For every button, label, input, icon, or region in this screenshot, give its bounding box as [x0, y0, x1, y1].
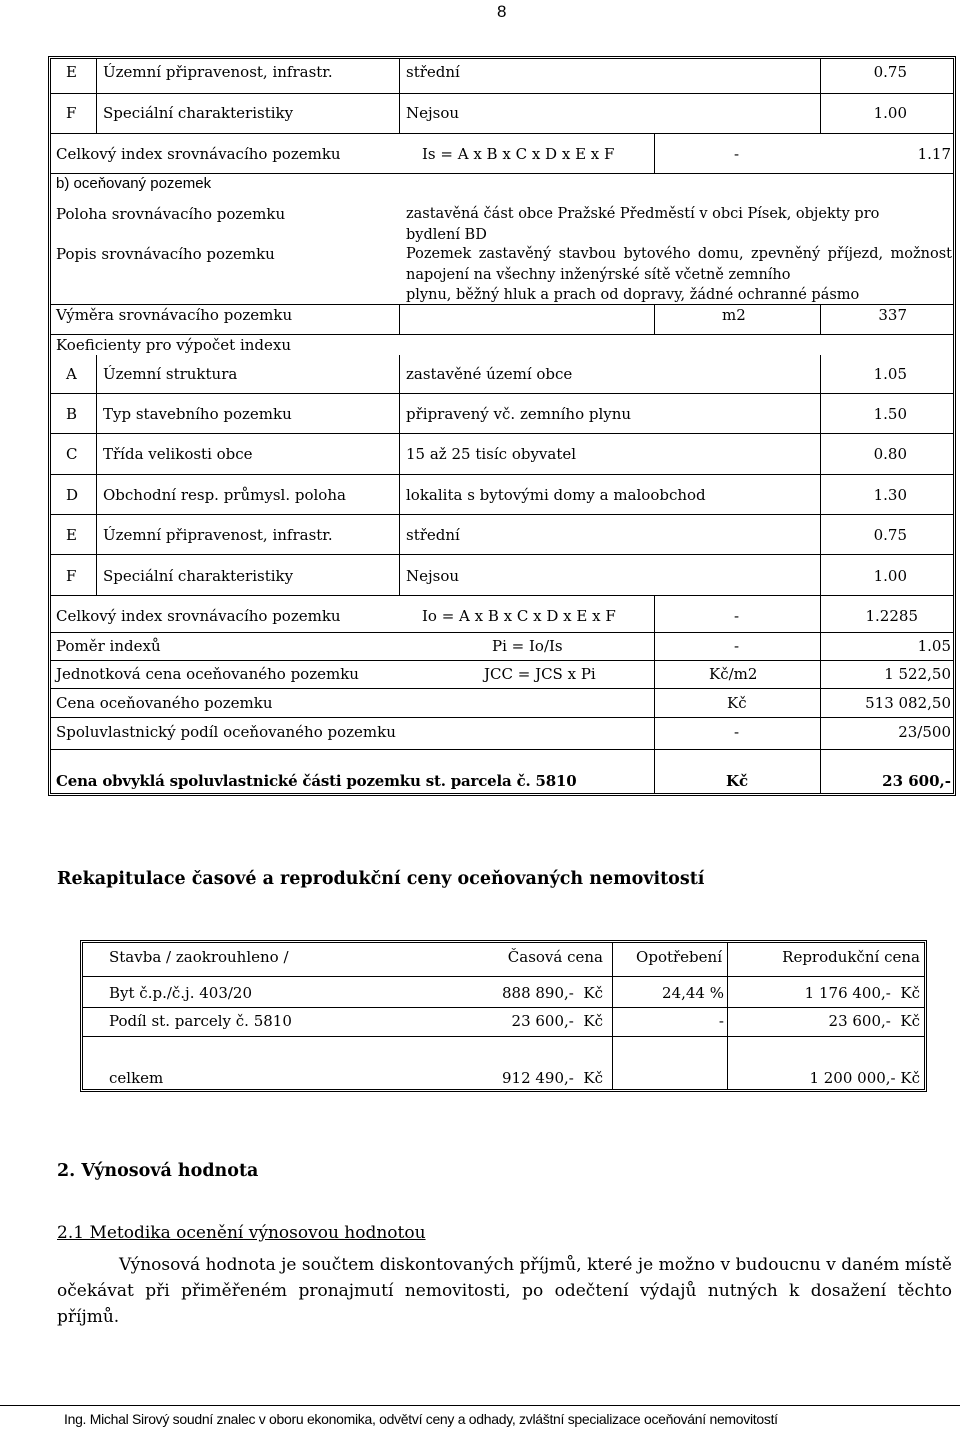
recap-header-time-price: Časová cena — [507, 948, 603, 966]
col-divider — [96, 355, 97, 595]
row-letter: E — [66, 63, 77, 81]
coef-desc: zastavěné území obce — [406, 365, 573, 383]
col-divider — [727, 943, 728, 1089]
recap-heading: Rekapitulace časové a reprodukční ceny oceňovaných nemovitostí — [57, 869, 705, 889]
coef-letter: D — [66, 486, 79, 504]
row-divider — [51, 717, 953, 718]
summary-unit: Kč/m2 — [709, 665, 758, 683]
col-divider — [612, 943, 613, 1089]
coef-desc: střední — [406, 526, 460, 544]
body-paragraph: Výnosová hodnota je součtem diskontovaných příjmů, které je možno v budoucnu v daném místě očekávat při přiměřeném pronajmutí nemovitosti, po odečtení výdajů nutných k dosažení těchto příjmů. — [57, 1255, 952, 1327]
recap-row-name: Byt č.p./č.j. 403/20 — [109, 984, 253, 1002]
summary-value: 1.2285 — [865, 607, 918, 625]
col-divider — [399, 304, 400, 334]
summary-value: 1 522,50 — [884, 665, 951, 683]
description-label: Popis srovnávacího pozemku — [56, 245, 275, 263]
coef-letter: F — [66, 567, 77, 585]
col-divider — [820, 59, 821, 133]
coef-letter: B — [66, 405, 78, 423]
row-divider — [83, 976, 924, 977]
summary-unit: Kč — [727, 694, 747, 712]
recap-total-time-price: 912 490,- Kč — [501, 1069, 603, 1087]
summary-formula: Pi = Io/Is — [492, 637, 563, 655]
index-unit: - — [734, 145, 740, 163]
row-value: 0.75 — [873, 63, 907, 81]
coef-label: Územní struktura — [103, 365, 238, 383]
coef-value: 1.50 — [873, 405, 907, 423]
row-divider — [51, 660, 953, 661]
section-2-1-heading: 2.1 Metodika ocenění výnosovou hodnotou — [57, 1223, 426, 1243]
summary-formula: JCC = JCS x Pi — [484, 665, 596, 683]
final-unit: Kč — [726, 772, 749, 790]
coef-value: 1.00 — [873, 567, 907, 585]
location-label: Poloha srovnávacího pozemku — [56, 205, 286, 223]
row-divider — [51, 393, 953, 394]
row-divider — [51, 474, 953, 475]
row-divider — [51, 334, 953, 335]
col-divider — [96, 59, 97, 133]
summary-unit: - — [734, 607, 740, 625]
col-divider — [654, 595, 655, 794]
index-formula: Is = A x B x C x D x E x F — [422, 145, 615, 163]
row-divider — [51, 133, 953, 134]
summary-formula: Io = A x B x C x D x E x F — [422, 607, 616, 625]
row-divider — [51, 433, 953, 434]
final-value: 23 600,- — [882, 772, 951, 790]
coef-label: Typ stavebního pozemku — [103, 405, 292, 423]
index-label: Celkový index srovnávacího pozemku — [56, 145, 341, 163]
recap-row-time-price: 23 600,- Kč — [511, 1012, 603, 1030]
summary-label: Spoluvlastnický podíl oceňovaného pozemku — [56, 723, 396, 741]
recap-header-repro: Reprodukční cena — [782, 948, 920, 966]
col-divider — [820, 355, 821, 595]
row-divider — [51, 688, 953, 689]
recap-total-repro: 1 200 000,- Kč — [809, 1069, 920, 1087]
col-divider — [820, 304, 821, 334]
page-number: 8 — [497, 2, 507, 21]
coef-label: Územní připravenost, infrastr. — [103, 526, 333, 544]
summary-label: Jednotková cena oceňovaného pozemku — [56, 665, 359, 683]
section-2-heading: 2. Výnosová hodnota — [57, 1161, 259, 1181]
recap-row-name: Podíl st. parcely č. 5810 — [109, 1012, 292, 1030]
coef-letter: C — [66, 445, 78, 463]
coef-label: Obchodní resp. průmysl. poloha — [103, 486, 346, 504]
summary-unit: - — [734, 723, 740, 741]
row-label: Speciální charakteristiky — [103, 104, 294, 122]
area-value: 337 — [878, 306, 907, 324]
summary-label: Cena oceňovaného pozemku — [56, 694, 273, 712]
recap-row-wear: 24,44 % — [662, 984, 724, 1002]
row-divider — [83, 1007, 924, 1008]
coef-label: Speciální charakteristiky — [103, 567, 294, 585]
summary-value: 513 082,50 — [865, 694, 951, 712]
row-letter: F — [66, 104, 77, 122]
coef-value: 0.75 — [873, 526, 907, 544]
coef-label: Třída velikosti obce — [103, 445, 253, 463]
recap-row-repro: 1 176 400,- Kč — [804, 984, 920, 1002]
row-divider — [83, 1036, 924, 1037]
col-divider — [654, 304, 655, 334]
coef-value: 1.05 — [873, 365, 907, 383]
coef-desc: lokalita s bytovými domy a maloobchod — [406, 486, 706, 504]
row-divider — [51, 595, 953, 596]
summary-label: Poměr indexů — [56, 637, 161, 655]
coef-heading: Koeficienty pro výpočet indexu — [56, 336, 292, 354]
row-divider — [51, 632, 953, 633]
row-divider — [51, 173, 953, 174]
coef-value: 1.30 — [873, 486, 907, 504]
summary-unit: - — [734, 637, 740, 655]
row-label: Územní připravenost, infrastr. — [103, 63, 333, 81]
section-b-heading: b) oceňovaný pozemek — [56, 175, 212, 192]
coef-desc: připravený vč. zemního plynu — [406, 405, 632, 423]
summary-value: 23/500 — [898, 723, 951, 741]
row-desc: střední — [406, 63, 460, 81]
recap-row-time-price: 888 890,- Kč — [501, 984, 603, 1002]
coef-desc: Nejsou — [406, 567, 460, 585]
location-text: zastavěná část obce Pražské Předměstí v obci Písek, objekty pro bydlení BD — [406, 206, 880, 243]
footer-divider — [0, 1405, 960, 1406]
summary-value: 1.05 — [917, 637, 951, 655]
row-divider — [51, 749, 953, 750]
col-divider — [820, 595, 821, 794]
area-label: Výměra srovnávacího pozemku — [56, 306, 293, 324]
row-divider — [51, 514, 953, 515]
area-unit: m2 — [722, 306, 746, 324]
description-text: Pozemek zastavěný stavbou bytového domu, zpevněný příjezd, možnost napojení na všechny inženýrské sítě včetně zemního plynu, běžný hluk a prach od dopravy, žádné ochranné pásmo — [406, 246, 952, 303]
col-divider — [399, 355, 400, 595]
recap-row-repro: 23 600,- Kč — [828, 1012, 920, 1030]
coef-letter: A — [66, 365, 77, 383]
index-value: 1.17 — [917, 145, 951, 163]
recap-row-wear: - — [718, 1012, 724, 1030]
coef-letter: E — [66, 526, 77, 544]
col-divider — [654, 133, 655, 173]
final-label: Cena obvyklá spoluvlastnické části pozemku st. parcela č. 5810 — [56, 772, 577, 790]
row-divider — [51, 554, 953, 555]
summary-label: Celkový index srovnávacího pozemku — [56, 607, 341, 625]
recap-header-building: Stavba / zaokrouhleno / — [109, 948, 289, 966]
row-desc: Nejsou — [406, 104, 460, 122]
recap-header-wear: Opotřebení — [636, 948, 722, 966]
row-value: 1.00 — [873, 104, 907, 122]
col-divider — [399, 59, 400, 133]
footer-text: Ing. Michal Sirový soudní znalec v oboru ekonomika, odvětví ceny a odhady, zvláštní specializace oceňování nemovitostí — [64, 1411, 778, 1427]
coef-desc: 15 až 25 tisíc obyvatel — [406, 445, 577, 463]
coef-value: 0.80 — [873, 445, 907, 463]
recap-total-name: celkem — [109, 1069, 164, 1087]
row-divider — [51, 93, 953, 94]
